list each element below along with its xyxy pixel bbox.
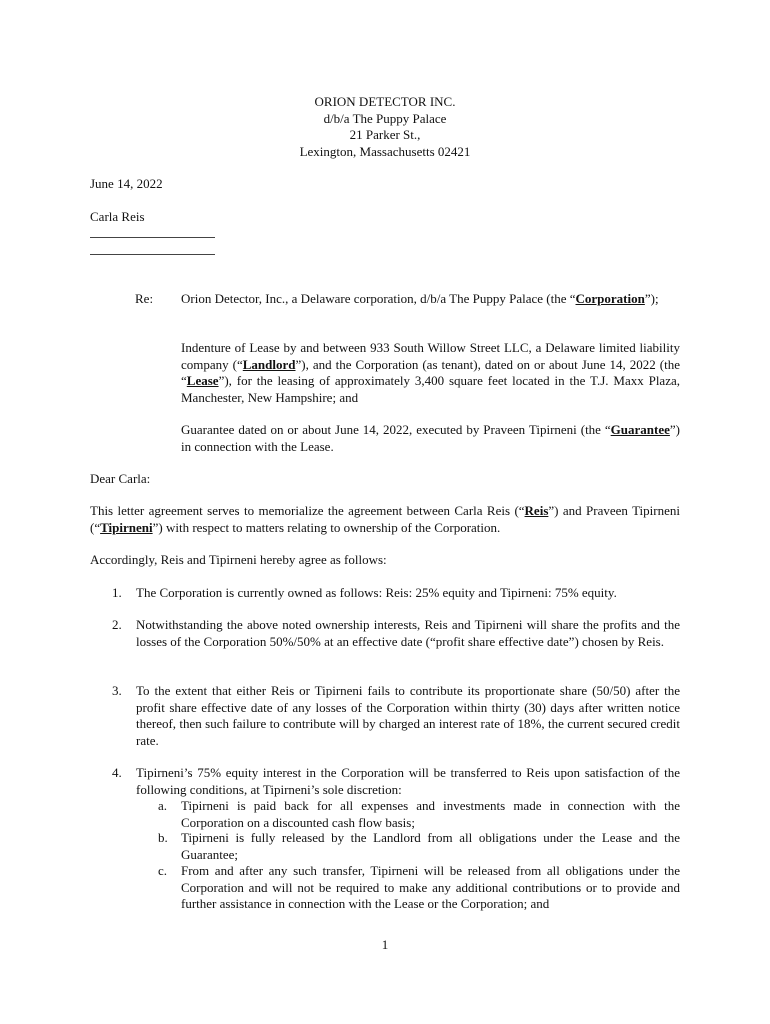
defined-term-landlord: Landlord: [242, 356, 296, 372]
address-blank-line-2: [90, 254, 215, 255]
list-item: The Corporation is currently owned as follows: Reis: 25% equity and Tipirneni: 75% equity.: [136, 585, 617, 600]
defined-term-guarantee: Guarantee: [610, 422, 670, 437]
company-dba: d/b/a The Puppy Palace: [323, 110, 447, 126]
re-item-guarantee: Guarantee dated on or about June 14, 2022, executed by Praveen Tipirneni (the “Guarantee”) in connection with the Lease.: [181, 422, 680, 454]
subitem: From and after any such transfer, Tipirneni will be released from all obligations under the Corporation and will not be required to make any additional contributions or to provide and further assistance in connection with the Lease or the Corporation; and: [181, 863, 680, 911]
list-item: To the extent that either Reis or Tipirneni fails to contribute its proportionate share (50/50) after the profit share effective date of any losses of the Corporation within thirty (30) days after written notice thereof, then such failure to contribute will by charged an interest rate of 18%, the current secured credit rate.: [136, 683, 680, 748]
accordingly-paragraph: Accordingly, Reis and Tipirneni hereby agree as follows:: [90, 552, 387, 567]
subitem-letter: b.: [158, 830, 168, 845]
defined-term-lease: Lease: [186, 373, 219, 388]
list-item: Tipirneni’s 75% equity interest in the Corporation will be transferred to Reis upon satisfaction of the following conditions, at Tipirneni’s sole discretion:: [136, 765, 680, 797]
re-item-corporation: Orion Detector, Inc., a Delaware corporation, d/b/a The Puppy Palace (the “Corporation”);: [181, 291, 659, 306]
page-number: 1: [381, 937, 389, 952]
defined-term-corporation: Corporation: [575, 291, 645, 306]
recipient-name: Carla Reis: [90, 209, 145, 224]
subitem: Tipirneni is fully released by the Landlord from all obligations under the Lease and the Guarantee;: [181, 830, 680, 862]
subitem-letter: c.: [158, 863, 168, 878]
letter-date: June 14, 2022: [90, 176, 163, 191]
company-street: 21 Parker St.,: [349, 127, 421, 142]
company-city: Lexington, Massachusetts 02421: [299, 143, 471, 159]
subitem: Tipirneni is paid back for all expenses and investments made in connection with the Corporation on a discounted cash flow basis;: [181, 798, 680, 830]
list-item: Notwithstanding the above noted ownership interests, Reis and Tipirneni will share the profits and the losses of the Corporation 50%/50% at an effective date (“profit share effective date”) chosen by Reis.: [136, 617, 680, 649]
intro-paragraph: This letter agreement serves to memorialize the agreement between Carla Reis (“Reis”) and Praveen Tipirneni (“Tipirneni”) with respect to matters relating to ownership of the Corporation.: [90, 503, 680, 535]
address-blank-line-1: [90, 237, 215, 238]
item-number: 1.: [112, 585, 122, 600]
salutation: Dear Carla:: [90, 471, 151, 486]
defined-term-tipirneni: Tipirneni: [100, 519, 153, 535]
re-item-lease: Indenture of Lease by and between 933 South Willow Street LLC, a Delaware limited liability company (“Landlord”), and the Corporation (as tenant), dated on or about June 14, 2022 (the “Lease”), for the leasing of approximately 3,400 square feet located in the T.J. Maxx Plaza, Manchester, New Hampshire; and: [181, 340, 680, 405]
re-label: Re:: [135, 291, 154, 306]
company-name: ORION DETECTOR INC.: [314, 94, 456, 109]
item-number: 4.: [112, 765, 122, 780]
item-number: 2.: [112, 617, 122, 632]
item-number: 3.: [112, 683, 122, 698]
defined-term-reis: Reis: [524, 503, 549, 518]
subitem-letter: a.: [158, 798, 168, 813]
